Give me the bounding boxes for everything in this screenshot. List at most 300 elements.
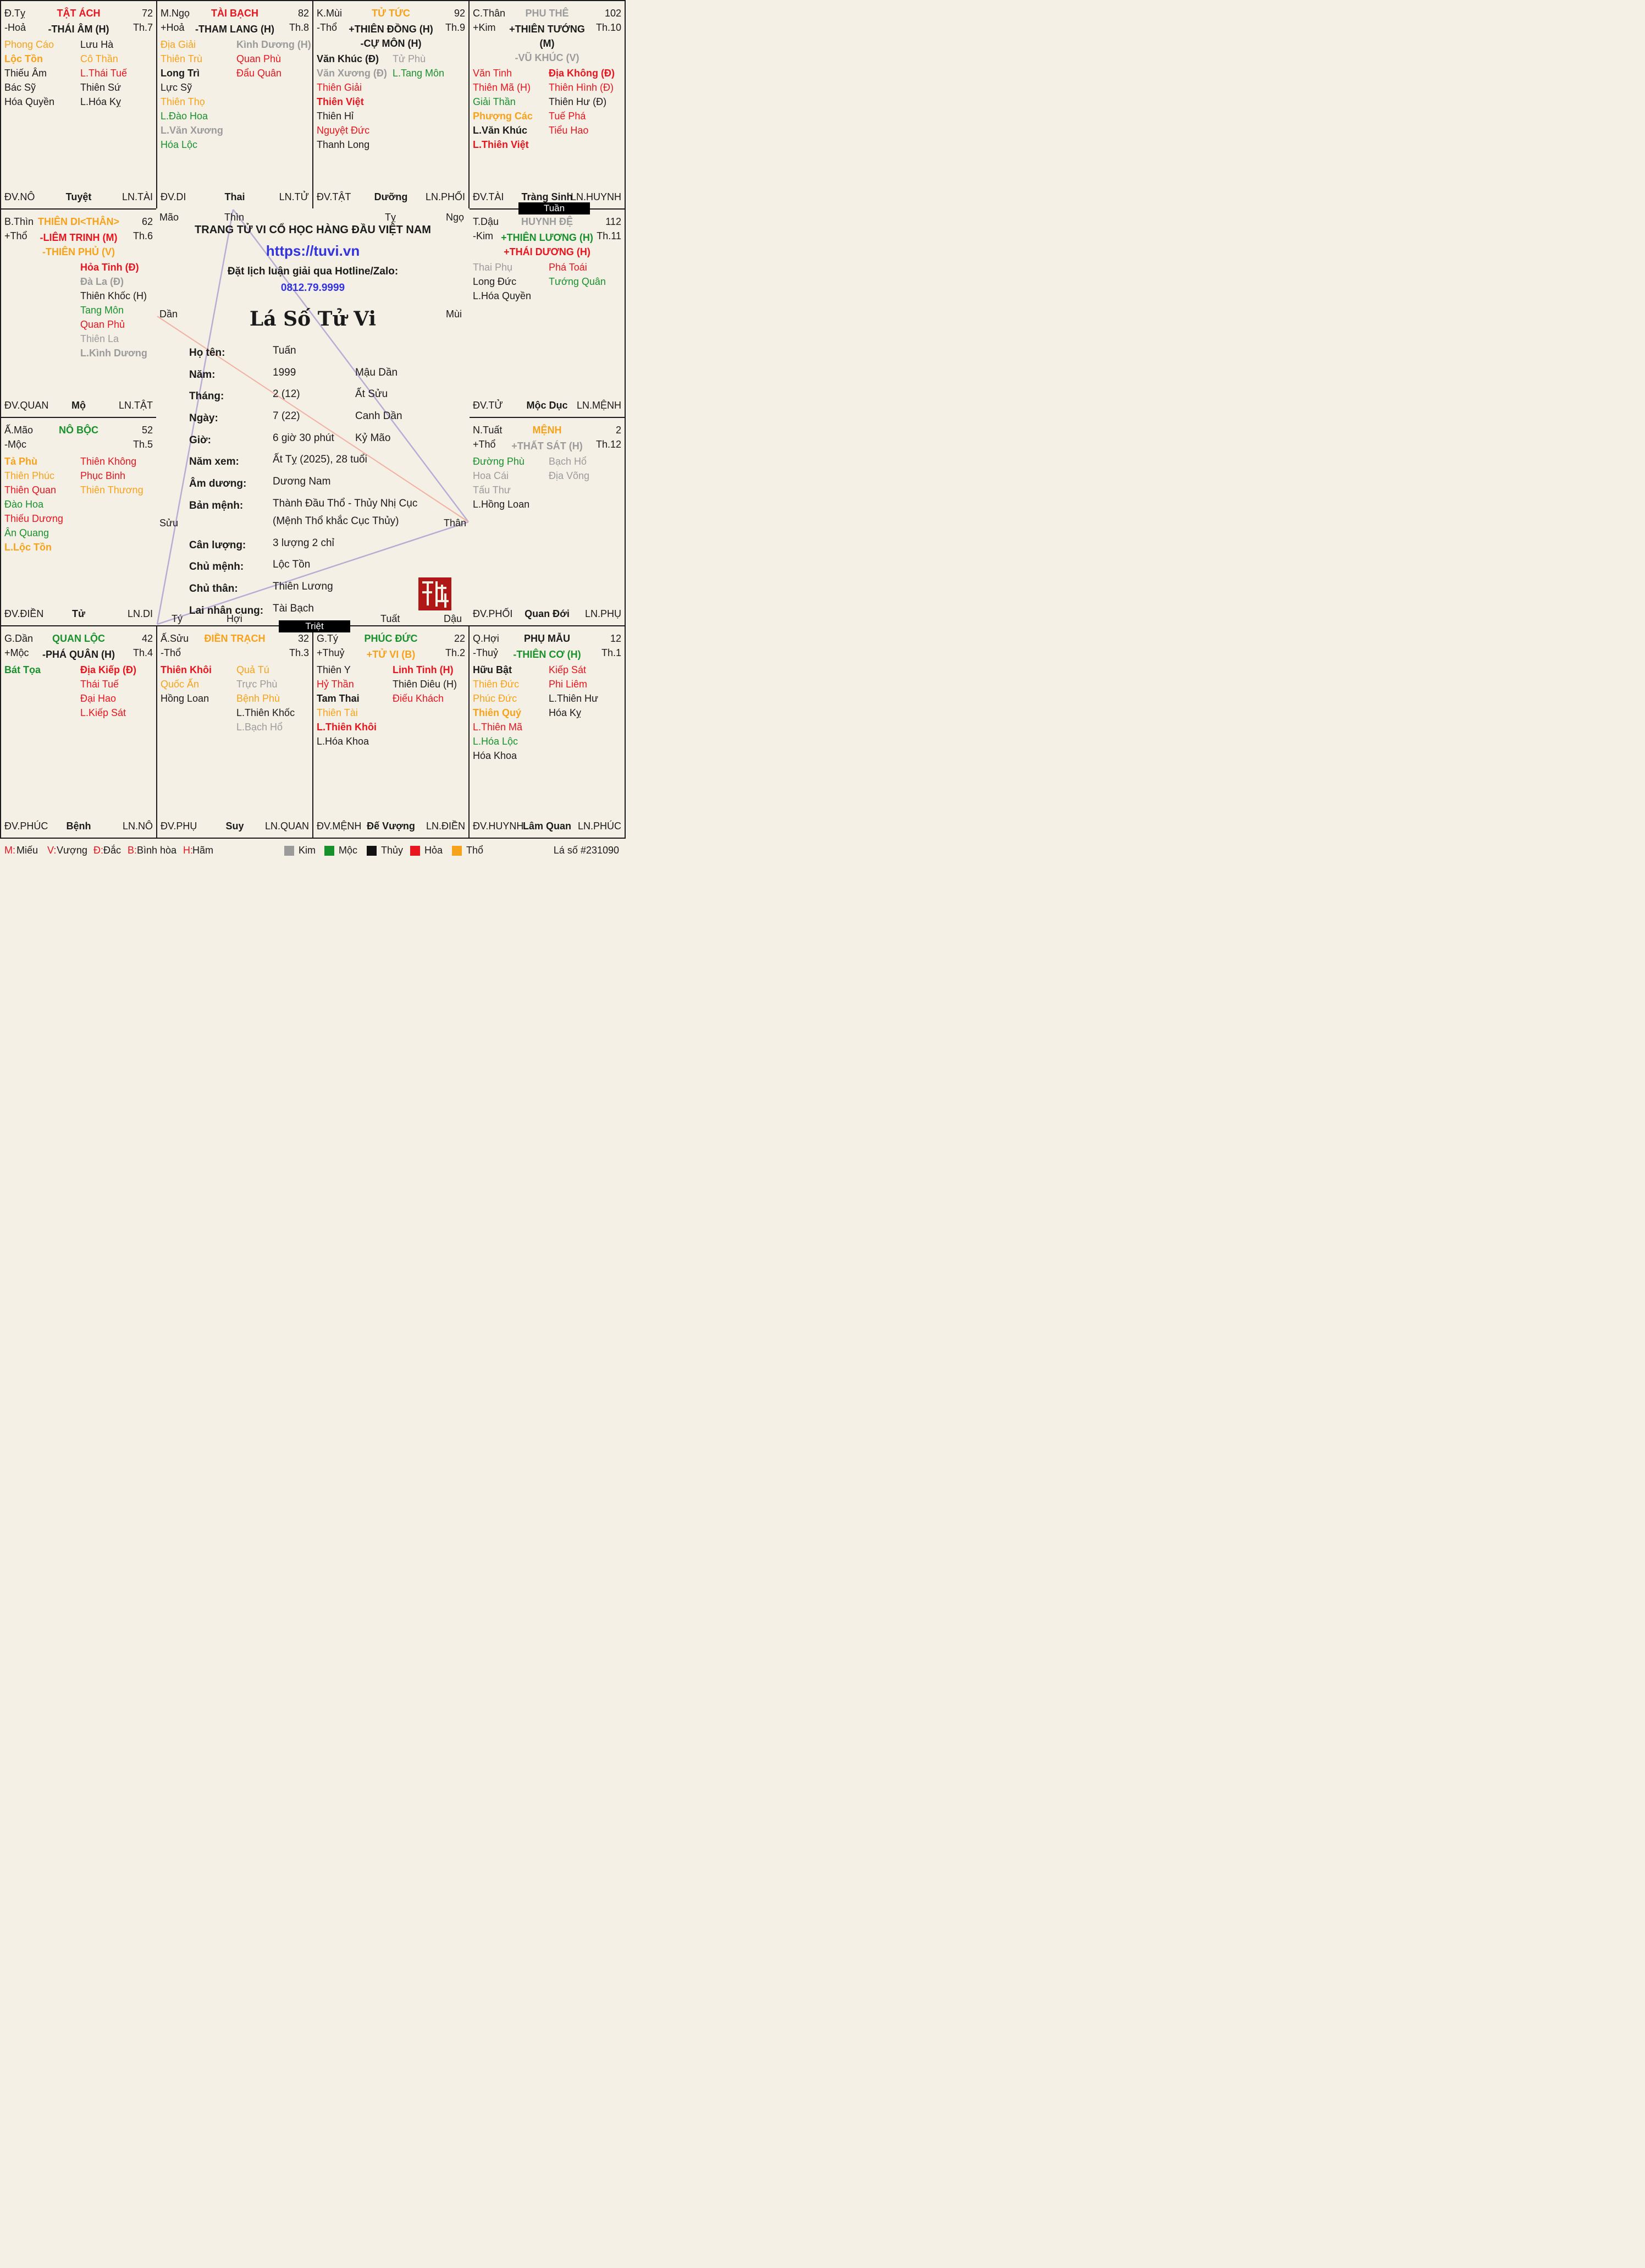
corner-dan: Dần bbox=[159, 309, 178, 320]
info-label: Họ tên: bbox=[189, 347, 225, 359]
info-label: Ngày: bbox=[189, 412, 218, 425]
luu-nien: LN.ĐIỀN bbox=[426, 821, 465, 832]
minor-star: Văn Xương (Đ) bbox=[317, 68, 387, 79]
info-canchi: Ất Sửu bbox=[355, 388, 388, 400]
corner-mui: Mùi bbox=[445, 309, 462, 320]
minor-star: L.Hóa Khoa bbox=[317, 736, 369, 747]
minor-star: Lộc Tồn bbox=[4, 53, 43, 64]
minor-star: Phượng Các bbox=[473, 111, 533, 122]
palace-footer bbox=[317, 819, 465, 832]
minor-star: Thiên Đức bbox=[473, 679, 520, 690]
info-label: Âm dương: bbox=[189, 478, 247, 490]
truong-sinh: Tràng Sinh bbox=[521, 191, 573, 202]
swatch-moc bbox=[324, 846, 334, 856]
minor-star: Phúc Đức bbox=[473, 693, 517, 704]
major-stars bbox=[509, 22, 585, 65]
info-value: 7 (22) bbox=[273, 410, 300, 422]
minor-star: Thiên Khốc (H) bbox=[80, 290, 147, 301]
palace-age: 12 bbox=[610, 633, 621, 644]
minor-star: Thái Tuế bbox=[80, 679, 119, 690]
palace-footer bbox=[473, 190, 621, 203]
minor-star: Hồng Loan bbox=[161, 693, 209, 704]
palace-element: -Thổ bbox=[161, 647, 181, 658]
minor-star: Đại Hao bbox=[80, 693, 117, 704]
palace-tuat[interactable] bbox=[468, 417, 626, 626]
minor-star: Tam Thai bbox=[317, 693, 360, 704]
palace-title: QUAN LỘC bbox=[52, 633, 105, 644]
major-star: -LIÊM TRINH (M) bbox=[40, 232, 118, 243]
major-star: -THÁI ÂM (H) bbox=[48, 24, 109, 35]
minor-star: Cô Thần bbox=[80, 53, 118, 64]
minor-star: Thiên Thọ bbox=[161, 96, 205, 107]
truong-sinh: Dưỡng bbox=[374, 191, 408, 202]
dai-van: ĐV.TỬ bbox=[473, 400, 503, 411]
info-label: Cân lượng: bbox=[189, 539, 246, 551]
palace-month: Th.2 bbox=[445, 647, 465, 658]
palace-month: Th.3 bbox=[289, 647, 309, 658]
minor-star: L.Văn Khúc bbox=[473, 125, 528, 136]
luu-nien: LN.PHÚC bbox=[577, 821, 621, 832]
minor-star: L.Văn Xương bbox=[161, 125, 223, 136]
minor-star: Bát Tọa bbox=[4, 664, 41, 675]
dai-van: ĐV.TÀI bbox=[473, 191, 504, 202]
minor-star: Trực Phù bbox=[236, 679, 278, 690]
major-star: +THIÊN LƯƠNG (H) bbox=[501, 232, 593, 243]
major-star: -VŨ KHÚC (V) bbox=[515, 52, 579, 63]
palace-branch: M.Ngọ bbox=[161, 8, 190, 19]
luu-nien: LN.NÔ bbox=[122, 821, 153, 832]
minor-star: Hóa Quyền bbox=[4, 96, 55, 107]
luu-nien: LN.TỬ bbox=[279, 191, 309, 202]
info-value: Thành Đầu Thổ - Thủy Nhị Cục bbox=[273, 497, 418, 509]
palace-suu[interactable] bbox=[156, 625, 313, 839]
palace-branch: T.Dậu bbox=[473, 216, 499, 227]
minor-star: Thiên Mã (H) bbox=[473, 82, 531, 93]
palace-ty[interactable] bbox=[0, 0, 157, 210]
major-star: -CỰ MÔN (H) bbox=[360, 38, 422, 49]
minor-star: Thiên Sứ bbox=[80, 82, 122, 93]
stars-right bbox=[549, 454, 589, 483]
minor-star: Hỷ Thần bbox=[317, 679, 354, 690]
corner-hoi: Hợi bbox=[227, 613, 242, 624]
palace-footer bbox=[4, 819, 153, 832]
truong-sinh: Mộ bbox=[71, 400, 86, 411]
minor-star: Hoa Cái bbox=[473, 470, 509, 481]
minor-star: Địa Võng bbox=[549, 470, 590, 481]
minor-star: Hóa Lộc bbox=[161, 139, 198, 150]
palace-branch: Ấ.Sửu bbox=[161, 633, 189, 644]
minor-star: Linh Tinh (H) bbox=[393, 664, 454, 675]
palace-ngo[interactable] bbox=[156, 0, 313, 210]
palace-branch: Q.Hợi bbox=[473, 633, 499, 644]
stars-left bbox=[473, 454, 529, 511]
info-label: Chủ thân: bbox=[189, 582, 238, 594]
corner-ty2: Tý bbox=[172, 613, 183, 624]
palace-element: +Thuỷ bbox=[317, 647, 345, 658]
luu-nien: LN.TÀI bbox=[122, 191, 153, 202]
info-row bbox=[189, 474, 453, 496]
info-row bbox=[189, 408, 453, 430]
corner-than: Thân bbox=[443, 518, 466, 529]
info-value: 6 giờ 30 phút bbox=[273, 432, 334, 444]
info-label: Bản mệnh: bbox=[189, 499, 244, 511]
palace-element: +Mộc bbox=[4, 647, 29, 658]
palace-thin[interactable] bbox=[0, 208, 157, 418]
chart-title: Lá Số Tử Vi bbox=[249, 307, 377, 331]
dai-van: ĐV.PHÚC bbox=[4, 821, 48, 832]
palace-than[interactable] bbox=[468, 0, 626, 210]
palace-element: -Hoả bbox=[4, 22, 26, 33]
minor-star: Tiểu Hao bbox=[549, 125, 589, 136]
info-row bbox=[189, 430, 453, 452]
minor-star: Bệnh Phù bbox=[236, 693, 280, 704]
chart-number: Lá số #231090 bbox=[553, 845, 619, 856]
luu-nien: LN.HUYNH bbox=[570, 191, 621, 202]
minor-star: Thiên Y bbox=[317, 664, 351, 675]
minor-star: Kiếp Sát bbox=[549, 664, 587, 675]
minor-star: Thiên Việt bbox=[317, 96, 364, 107]
minor-star: Địa Không (Đ) bbox=[549, 68, 615, 79]
info-row bbox=[189, 535, 453, 557]
stars-right bbox=[80, 260, 147, 360]
minor-star: Phong Cáo bbox=[4, 39, 54, 50]
legend-b-val: Bình hòa bbox=[137, 845, 177, 856]
triet-marker: Triệt bbox=[279, 620, 350, 632]
minor-star: Phục Binh bbox=[80, 470, 126, 481]
minor-star: Ân Quang bbox=[4, 527, 49, 538]
swatch-thuy bbox=[367, 846, 377, 856]
palace-age: 102 bbox=[604, 8, 621, 19]
legend-kim: Kim bbox=[299, 845, 316, 856]
birth-info bbox=[189, 343, 453, 622]
minor-star: Thiên Trù bbox=[161, 53, 203, 64]
palace-age: 82 bbox=[297, 8, 309, 19]
stars-right bbox=[393, 663, 457, 706]
minor-star: L.Hồng Loan bbox=[473, 499, 530, 510]
swatch-hoa bbox=[410, 846, 420, 856]
info-value: Tài Bạch bbox=[273, 602, 314, 614]
info-row bbox=[189, 343, 453, 365]
major-stars bbox=[349, 22, 433, 51]
minor-star: Thai Phụ bbox=[473, 262, 513, 273]
dai-van: ĐV.PHỐI bbox=[473, 608, 513, 619]
minor-star: Thiên Khôi bbox=[161, 664, 212, 675]
minor-star: L.Hóa Lộc bbox=[473, 736, 518, 747]
corner-ty: Tỵ bbox=[385, 212, 396, 223]
site-url-link[interactable]: https://tuvi.vn bbox=[266, 243, 360, 259]
info-value: 3 lượng 2 chỉ bbox=[273, 537, 334, 549]
palace-branch: G.Tý bbox=[317, 633, 338, 644]
palace-mao[interactable] bbox=[0, 417, 157, 626]
palace-footer bbox=[4, 398, 153, 411]
palace-title: PHU THÊ bbox=[525, 8, 569, 19]
palace-element: -Mộc bbox=[4, 439, 26, 450]
palace-age: 32 bbox=[297, 633, 309, 644]
phone-number[interactable]: 0812.79.9999 bbox=[280, 282, 345, 294]
legend-d-val: Đắc bbox=[103, 845, 122, 856]
dai-van: ĐV.ĐIỀN bbox=[4, 608, 44, 619]
stars-right bbox=[393, 52, 444, 80]
info-label: Chủ mệnh: bbox=[189, 561, 244, 573]
minor-star: Điếu Khách bbox=[393, 693, 444, 704]
stars-right bbox=[236, 663, 295, 734]
stars-left bbox=[161, 37, 223, 152]
dai-van: ĐV.HUYNH bbox=[473, 821, 524, 832]
minor-star: Hóa Khoa bbox=[473, 750, 517, 761]
truong-sinh: Lâm Quan bbox=[522, 821, 572, 832]
palace-header bbox=[473, 216, 621, 260]
major-star: (M) bbox=[539, 38, 555, 49]
minor-star: L.Kình Dương bbox=[80, 348, 147, 359]
swatch-tho bbox=[452, 846, 462, 856]
minor-star: Thiên Tài bbox=[317, 707, 358, 718]
minor-star: Quốc Ấn bbox=[161, 679, 200, 690]
major-star: +THIÊN TƯỚNG bbox=[509, 24, 585, 35]
palace-month: Th.11 bbox=[597, 230, 621, 241]
palace-element: +Kim bbox=[473, 22, 496, 33]
palace-age: 52 bbox=[141, 425, 153, 436]
truong-sinh: Đế Vượng bbox=[367, 821, 415, 832]
corner-suu: Sửu bbox=[159, 518, 179, 529]
palace-month: Th.12 bbox=[595, 439, 621, 450]
dai-van: ĐV.NÔ bbox=[4, 191, 35, 202]
horoscope-grid bbox=[0, 0, 626, 839]
legend-bar bbox=[0, 839, 626, 862]
minor-star: Thiên Hình (Đ) bbox=[549, 82, 614, 93]
minor-star: Phá Toái bbox=[549, 262, 587, 273]
major-star: -THIÊN PHỦ (V) bbox=[42, 246, 115, 257]
major-stars bbox=[40, 230, 118, 259]
palace-title: TỬ TỨC bbox=[372, 8, 410, 19]
major-star: -PHÁ QUÂN (H) bbox=[42, 649, 115, 660]
palace-element: +Hoả bbox=[161, 22, 185, 33]
info-value: Tuấn bbox=[273, 345, 296, 356]
legend-b-key: B: bbox=[128, 845, 137, 856]
minor-star: Tử Phù bbox=[393, 53, 426, 64]
stars-left bbox=[473, 66, 533, 152]
dai-van: ĐV.DI bbox=[161, 191, 186, 202]
palace-age: 42 bbox=[141, 633, 153, 644]
legend-v-val: Vượng bbox=[57, 845, 87, 856]
info-canchi: Kỷ Mão bbox=[355, 432, 391, 444]
info-row bbox=[189, 601, 453, 623]
minor-star: Văn Khúc (Đ) bbox=[317, 53, 379, 64]
minor-star: Thiên Phúc bbox=[4, 470, 55, 481]
major-stars bbox=[48, 22, 109, 36]
corner-tuat: Tuất bbox=[380, 613, 400, 624]
minor-star: Bạch Hổ bbox=[549, 456, 587, 467]
stars-right bbox=[80, 37, 127, 109]
logo-seal-icon bbox=[418, 577, 452, 611]
palace-age: 62 bbox=[141, 216, 153, 227]
truong-sinh: Mộc Dục bbox=[526, 400, 568, 411]
minor-star: Thiên La bbox=[80, 333, 119, 344]
minor-star: Lực Sỹ bbox=[161, 82, 192, 93]
minor-star: Thiếu Dương bbox=[4, 513, 63, 524]
dai-van: ĐV.TẬT bbox=[317, 191, 351, 202]
palace-footer bbox=[161, 819, 309, 832]
minor-star: L.Đào Hoa bbox=[161, 111, 208, 122]
corner-dau: Dậu bbox=[443, 613, 462, 624]
hotline-text: Đặt lịch luận giải qua Hotline/Zalo: bbox=[227, 266, 399, 277]
minor-star: Kình Dương (H) bbox=[236, 39, 311, 50]
minor-star: L.Hóa Kỵ bbox=[80, 96, 122, 107]
minor-star: L.Thái Tuế bbox=[80, 68, 128, 79]
info-label: Tháng: bbox=[189, 390, 224, 403]
palace-branch: K.Mùi bbox=[317, 8, 343, 19]
palace-mui[interactable] bbox=[312, 0, 470, 210]
palace-month: Th.7 bbox=[133, 22, 153, 33]
info-canchi: Canh Dần bbox=[355, 410, 402, 422]
info-row bbox=[189, 452, 453, 474]
minor-star: L.Lộc Tồn bbox=[4, 542, 52, 553]
minor-star: Đào Hoa bbox=[4, 499, 44, 510]
major-star: +THÁI DƯƠNG (H) bbox=[504, 246, 590, 257]
major-stars bbox=[367, 647, 415, 662]
minor-star: Lưu Hà bbox=[80, 39, 114, 50]
major-star: -THIÊN CƠ (H) bbox=[513, 649, 581, 660]
minor-star: Thiên Quý bbox=[473, 707, 522, 718]
legend-d-key: Đ: bbox=[93, 845, 103, 856]
stars-right bbox=[549, 663, 598, 720]
palace-header bbox=[4, 216, 153, 260]
legend-thuy: Thủy bbox=[381, 845, 404, 856]
major-star: -THAM LANG (H) bbox=[195, 24, 274, 35]
truong-sinh: Bệnh bbox=[66, 821, 91, 832]
info-row bbox=[189, 496, 453, 513]
minor-star: L.Bạch Hổ bbox=[236, 722, 283, 733]
palace-hoi[interactable] bbox=[468, 625, 626, 839]
minor-star: Hữu Bật bbox=[473, 664, 512, 675]
minor-star: L.Hóa Quyền bbox=[473, 290, 532, 301]
site-title: TRANG TỬ VI CỔ HỌC HÀNG ĐẦU VIỆT NAM bbox=[195, 224, 431, 236]
legend-h-key: H: bbox=[183, 845, 193, 856]
minor-star: Thiên Hư (Đ) bbox=[549, 96, 607, 107]
palace-dau[interactable] bbox=[468, 208, 626, 418]
info-row bbox=[189, 557, 453, 579]
palace-month: Th.4 bbox=[133, 647, 153, 658]
legend-tho: Thổ bbox=[466, 845, 484, 856]
legend-moc: Mộc bbox=[339, 845, 358, 856]
info-canchi: Mậu Dần bbox=[355, 366, 398, 378]
stars-left bbox=[161, 663, 212, 706]
palace-title: THIÊN DI<THÂN> bbox=[37, 216, 120, 227]
palace-title: TÀI BẠCH bbox=[211, 8, 258, 19]
minor-star: L.Tang Môn bbox=[393, 68, 445, 79]
minor-star: L.Thiên Khốc bbox=[236, 707, 295, 718]
palace-age: 72 bbox=[141, 8, 153, 19]
legend-hoa: Hỏa bbox=[424, 845, 443, 856]
palace-title: PHÚC ĐỨC bbox=[364, 633, 418, 644]
minor-star: Thiên Không bbox=[80, 456, 137, 467]
minor-star: Tang Môn bbox=[80, 305, 124, 316]
palace-element: -Kim bbox=[473, 230, 493, 241]
minor-star: Tấu Thư bbox=[473, 485, 511, 496]
palace-month: Th.10 bbox=[595, 22, 621, 33]
palace-month: Th.8 bbox=[289, 22, 309, 33]
minor-star: Quan Phủ bbox=[80, 319, 125, 330]
corner-mao: Mão bbox=[159, 212, 179, 223]
palace-month: Th.1 bbox=[601, 647, 621, 658]
palace-branch: C.Thân bbox=[473, 8, 506, 19]
major-star: +TỬ VI (B) bbox=[366, 649, 416, 660]
minor-star: Đường Phù bbox=[473, 456, 525, 467]
major-star: +THIÊN ĐỒNG (H) bbox=[349, 24, 433, 35]
minor-star: Địa Kiếp (Đ) bbox=[80, 664, 137, 675]
truong-sinh: Tử bbox=[71, 608, 86, 619]
info-value: Lộc Tồn bbox=[273, 559, 311, 571]
minor-star: Hóa Kỵ bbox=[549, 707, 582, 718]
palace-age: 22 bbox=[454, 633, 465, 644]
stars-left bbox=[4, 454, 63, 554]
minor-star: Thiên Diêu (H) bbox=[393, 679, 457, 690]
legend-m-key: M: bbox=[4, 845, 15, 856]
palace-footer bbox=[473, 607, 621, 620]
palace-element: +Thổ bbox=[4, 230, 27, 241]
minor-star: Hỏa Tinh (Đ) bbox=[80, 262, 139, 273]
corner-thin: Thìn bbox=[224, 212, 245, 223]
info-label: Năm xem: bbox=[189, 456, 239, 468]
minor-star: L.Thiên Mã bbox=[473, 722, 523, 733]
info-label: Giờ: bbox=[189, 434, 211, 446]
info-value: Ất Tỵ (2025), 28 tuổi bbox=[273, 454, 367, 466]
palace-month: Th.9 bbox=[445, 22, 465, 33]
stars-left bbox=[4, 663, 41, 677]
truong-sinh: Thai bbox=[224, 191, 245, 202]
truong-sinh: Tuyệt bbox=[65, 191, 92, 202]
major-stars bbox=[513, 647, 581, 662]
palace-footer bbox=[161, 190, 309, 203]
luu-nien: LN.DI bbox=[127, 608, 153, 619]
palace-title: TẬT ÁCH bbox=[57, 8, 101, 19]
info-value: 1999 bbox=[273, 366, 296, 378]
minor-star: Thiếu Âm bbox=[4, 68, 47, 79]
major-stars bbox=[511, 439, 583, 453]
minor-star: Thiên Thương bbox=[80, 485, 143, 496]
stars-right bbox=[549, 260, 606, 289]
palace-footer bbox=[473, 398, 621, 411]
palace-month: Th.6 bbox=[133, 230, 153, 241]
palace-branch: Ấ.Mão bbox=[4, 425, 34, 436]
major-star: +THẤT SÁT (H) bbox=[511, 441, 583, 452]
minor-star: Địa Giải bbox=[161, 39, 196, 50]
minor-star: Đẩu Quân bbox=[236, 68, 282, 79]
info-value: Thiên Lương bbox=[273, 580, 333, 592]
major-stars bbox=[195, 22, 274, 36]
legend-m-val: Miếu bbox=[16, 845, 38, 856]
stars-right bbox=[80, 663, 136, 720]
minor-star: Bác Sỹ bbox=[4, 82, 36, 93]
dai-van: ĐV.MỆNH bbox=[317, 821, 362, 832]
minor-star: L.Thiên Hư bbox=[549, 693, 599, 704]
palace-title: NÔ BỘC bbox=[59, 425, 98, 436]
palace-title: PHỤ MẪU bbox=[524, 633, 570, 644]
minor-star: L.Thiên Việt bbox=[473, 139, 529, 150]
palace-footer bbox=[317, 190, 465, 203]
corner-ngo: Ngọ bbox=[445, 212, 464, 223]
luu-nien: LN.MỆNH bbox=[576, 400, 621, 411]
minor-star: Đà La (Đ) bbox=[80, 276, 124, 287]
minor-star: Quả Tú bbox=[236, 664, 269, 675]
palace-tyy[interactable] bbox=[312, 625, 470, 839]
legend-v-key: V: bbox=[47, 845, 57, 856]
palace-dan[interactable] bbox=[0, 625, 157, 839]
info-row bbox=[189, 579, 453, 601]
minor-star: Thiên Hỉ bbox=[317, 111, 354, 122]
stars-left bbox=[317, 52, 387, 152]
palace-branch: B.Thìn bbox=[4, 216, 34, 227]
palace-element: -Thổ bbox=[317, 22, 338, 33]
